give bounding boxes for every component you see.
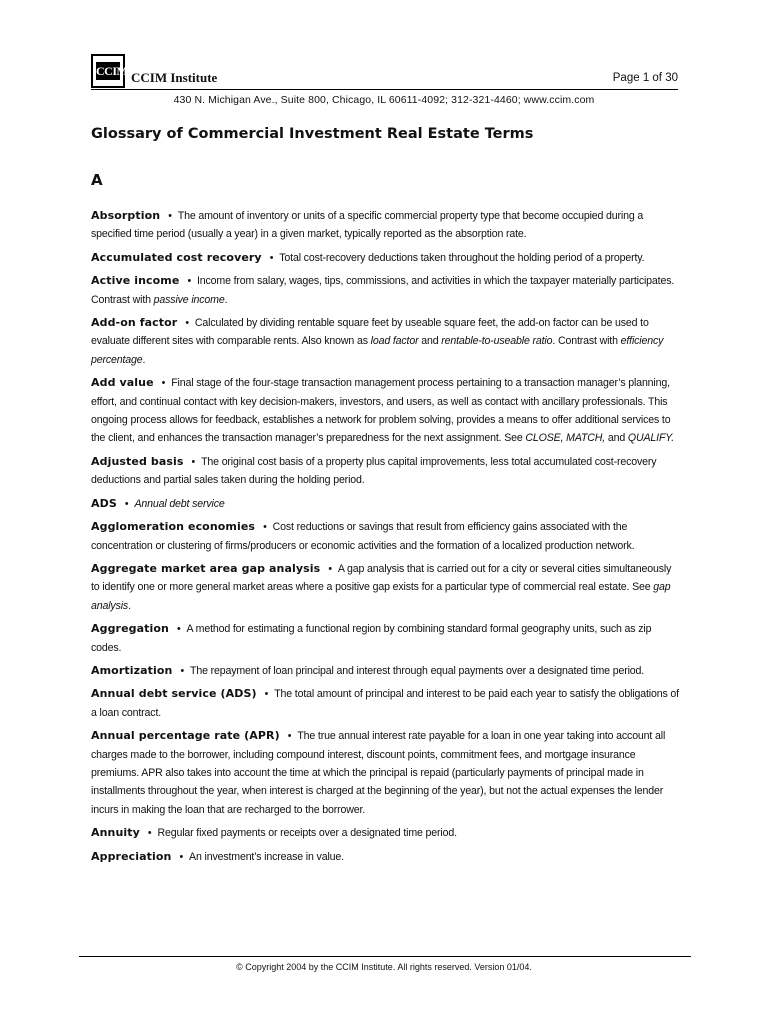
glossary-list — [91, 207, 679, 871]
copyright-footer: © Copyright 2004 by the CCIM Institute. All rights reserved. Version 01/04. — [236, 962, 532, 972]
definition-text: Cost reductions or savings that result from efficiency gains associated with the concentration or clustering of firms/producers or economic activities and the formation of a localized production network. — [91, 521, 635, 552]
bullet-separator: • — [287, 730, 292, 743]
page-title: Glossary of Commercial Investment Real Estate Terms — [91, 126, 534, 142]
bullet-separator: • — [263, 521, 267, 534]
definition-text: The repayment of loan principal and interest through equal payments over a designated time period. — [190, 664, 645, 677]
bullet-separator: • — [147, 827, 152, 840]
cross-reference: passive income — [153, 293, 225, 306]
definition-text: The amount of inventory or units of a specific commercial property type that become occupied during a specified time period (usually a year) in a given market, typically reported as the absorption rate. — [91, 210, 644, 241]
glossary-term: ADS — [91, 496, 117, 510]
glossary-entry — [91, 207, 679, 244]
bullet-separator: • — [179, 850, 184, 863]
glossary-term: Aggregation — [91, 622, 169, 636]
definition-text: Total cost-recovery deductions taken throughout the holding period of a property. — [279, 251, 645, 264]
footer-divider — [79, 956, 691, 957]
glossary-entry — [91, 314, 679, 369]
cross-reference: rentable-to-useable ratio — [441, 335, 553, 348]
org-name: CCIM Institute — [131, 70, 218, 85]
glossary-term: Absorption — [91, 209, 161, 222]
glossary-term: Add-on factor — [91, 316, 178, 330]
glossary-term: Add value — [91, 376, 154, 390]
glossary-entry — [91, 495, 679, 513]
bullet-separator: • — [161, 377, 166, 390]
definition-text: Calculated by dividing rentable square feet by useable square feet, the add-on factor can be used to evaluate different sites with comparable rents. Also known as — [91, 317, 649, 348]
header-divider — [91, 89, 678, 90]
definition-text: The original cost basis of a property plus capital improvements, less total accumulated cost-recovery deductions and partial sales taken during the holding period. — [91, 455, 657, 487]
definition-text: The true annual interest rate payable for a loan in one year taking into account all charges made to the borrower, including compound interest, discount points, commitment fees, and mortgage insurance premiums. APR also takes into account the time at which the principal is repaid (particularly payments of principal made in installments throughout the year, when interest is charged at the beginning of the year), but not the actual expenses the lender incurs in making the loan that are recharged to the borrower. — [91, 730, 666, 816]
glossary-entry — [91, 272, 679, 309]
page-number: Page 1 of 30 — [612, 72, 678, 84]
glossary-term: Annual percentage rate (APR) — [91, 729, 280, 743]
glossary-entry — [91, 662, 679, 680]
section-heading: A — [91, 171, 103, 189]
ccim-logo — [91, 54, 128, 88]
glossary-term: Accumulated cost recovery — [91, 250, 262, 264]
glossary-term: Adjusted basis — [91, 454, 184, 468]
bullet-separator: • — [180, 664, 184, 677]
glossary-entry — [91, 620, 679, 657]
glossary-entry — [91, 453, 679, 490]
glossary-term: Active income — [91, 274, 180, 288]
cross-reference: gap analysis — [91, 581, 671, 612]
definition-text: A gap analysis that is carried out for a city or several cities simultaneously to identify one or more general market areas where a positive gap exists for a particular type of commercial real estate. See — [91, 562, 672, 594]
glossary-term: Aggregate market area gap analysis — [91, 561, 321, 575]
glossary-term: Amortization — [91, 663, 173, 677]
definition-text: Final stage of the four-stage transaction management process pertaining to a transaction manager’s planning, effort, and continual contact with key decision-makers, investors, and users, as well as contact with ancillary professionals. This ongoing process allows for feedback, establishes a network for problem solving, provides a means to offer additional services to the client, and enhances the transaction manager’s preparedness for the next assignment. See — [91, 377, 671, 445]
glossary-entry — [91, 727, 679, 819]
definition-text: An investment’s increase in value. — [189, 850, 344, 863]
definition-text: . — [224, 293, 228, 306]
bullet-separator: • — [176, 623, 181, 636]
cross-reference: QUALIFY. — [627, 432, 675, 445]
definition-text: A method for estimating a functional region by combining standard formal geography units, such as zip codes. — [91, 623, 652, 654]
glossary-entry — [91, 848, 679, 866]
glossary-entry — [91, 685, 679, 722]
definition-text: . — [142, 353, 146, 366]
glossary-term: Annuity — [91, 826, 140, 840]
logo-text: CCIM — [96, 64, 128, 78]
definition-text: Income from salary, wages, tips, commissions, and activities in which the taxpayer materially participates. Contrast with — [91, 275, 675, 306]
glossary-term: Appreciation — [91, 849, 172, 863]
bullet-separator: • — [191, 455, 196, 468]
glossary-entry — [91, 249, 679, 267]
cross-reference: efficiency percentage — [91, 335, 664, 366]
bullet-separator: • — [328, 562, 332, 575]
definition-text: . — [128, 599, 131, 612]
glossary-entry — [91, 560, 679, 615]
bullet-separator: • — [168, 210, 172, 222]
bullet-separator: • — [187, 275, 191, 288]
glossary-entry — [91, 824, 679, 842]
bullet-separator: • — [185, 317, 189, 330]
bullet-separator: • — [269, 251, 274, 264]
definition-text: Regular fixed payments or receipts over a designated time period. — [157, 827, 457, 840]
bullet-separator: • — [264, 688, 269, 701]
cross-reference: Annual debt service — [134, 497, 225, 510]
glossary-term: Annual debt service (ADS) — [91, 687, 257, 701]
bullet-separator: • — [124, 497, 129, 510]
glossary-entry — [91, 518, 679, 555]
cross-reference: load factor — [370, 335, 419, 348]
glossary-entry — [91, 374, 679, 448]
definition-text: . Contrast with — [552, 335, 621, 348]
org-address: 430 N. Michigan Ave., Suite 800, Chicago, IL 60611-4092; 312-321-4460; www.ccim.com — [173, 94, 595, 106]
cross-reference: CLOSE, MATCH, — [525, 432, 606, 445]
definition-text: and — [605, 432, 628, 445]
definition-text: and — [418, 335, 442, 348]
definition-text: The total amount of principal and interest to be paid each year to satisfy the obligations of a loan contract. — [91, 688, 679, 719]
glossary-term: Agglomeration economies — [91, 520, 256, 534]
